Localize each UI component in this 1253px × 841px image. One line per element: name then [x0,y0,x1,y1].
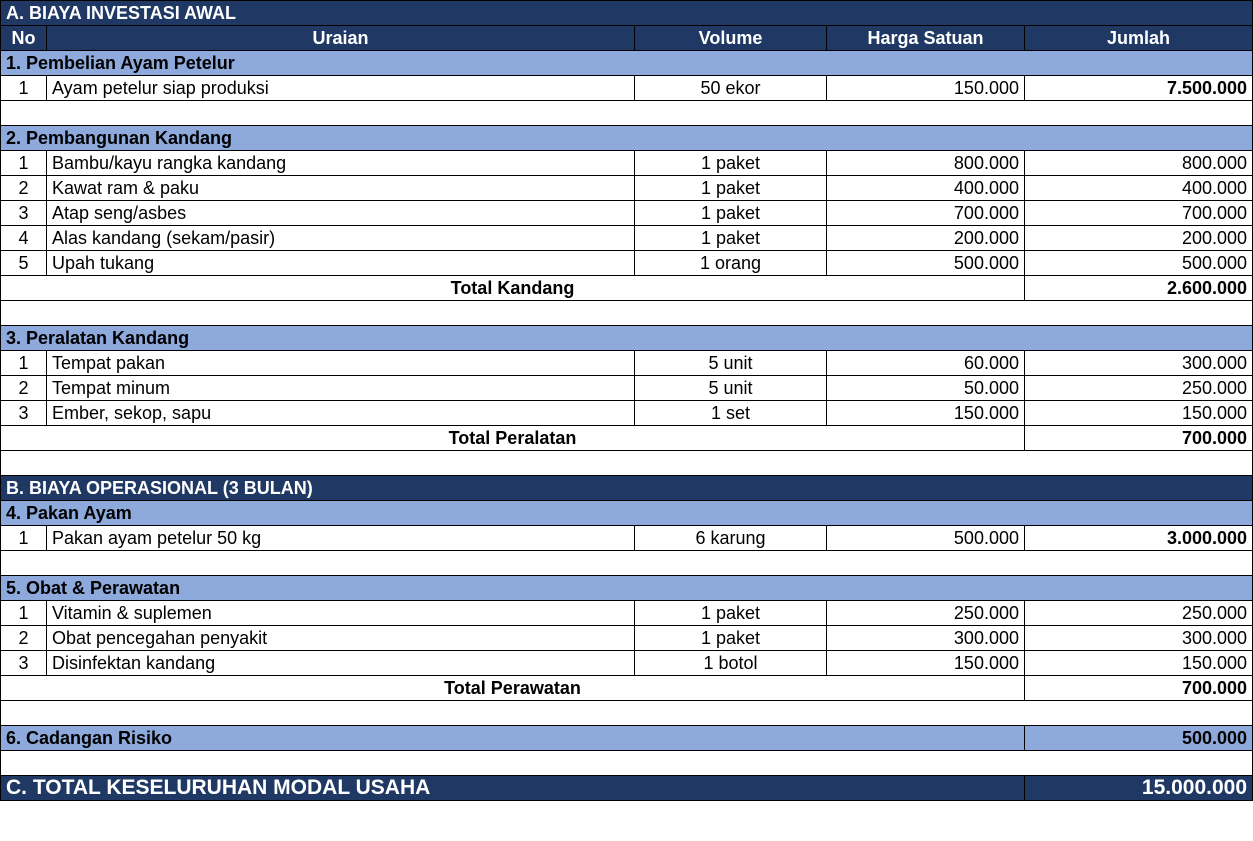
spacer-cell [1,301,1253,326]
spacer-row [1,551,1253,576]
cell-no: 4 [1,226,47,251]
group-header-row [1,501,1253,526]
cell-harga: 250.000 [827,601,1025,626]
spacer-row [1,751,1253,776]
cell-jumlah: 200.000 [1025,226,1253,251]
cell-uraian: Ayam petelur siap produksi [47,76,635,101]
table-row [1,651,1253,676]
total-peralatan-row [1,426,1253,451]
cell-no: 3 [1,401,47,426]
header-uraian: Uraian [47,26,635,51]
table-row [1,76,1253,101]
cell-jumlah: 250.000 [1025,376,1253,401]
cell-volume: 1 paket [635,151,827,176]
section-b-title: B. BIAYA OPERASIONAL (3 BULAN) [1,476,1253,501]
grand-total-row [1,776,1253,801]
table-row [1,601,1253,626]
section-a-row [1,1,1253,26]
section-c-title: C. TOTAL KESELURUHAN MODAL USAHA [1,776,1025,801]
table-row [1,251,1253,276]
cell-harga: 150.000 [827,401,1025,426]
table-row [1,176,1253,201]
cell-volume: 1 paket [635,601,827,626]
spacer-row [1,301,1253,326]
cell-volume: 6 karung [635,526,827,551]
cell-harga: 700.000 [827,201,1025,226]
cell-volume: 5 unit [635,351,827,376]
table-row [1,401,1253,426]
cell-jumlah: 150.000 [1025,401,1253,426]
grand-total-value: 15.000.000 [1025,776,1253,801]
cell-volume: 1 paket [635,176,827,201]
column-header-row [1,26,1253,51]
cell-uraian: Obat pencegahan penyakit [47,626,635,651]
cell-uraian: Kawat ram & paku [47,176,635,201]
cell-no: 1 [1,601,47,626]
cell-harga: 50.000 [827,376,1025,401]
cell-volume: 1 orang [635,251,827,276]
spacer-row [1,451,1253,476]
spacer-cell [1,701,1253,726]
cell-jumlah: 3.000.000 [1025,526,1253,551]
cell-uraian: Tempat minum [47,376,635,401]
table-row [1,351,1253,376]
group-5-title: 5. Obat & Perawatan [1,576,1253,601]
spacer-cell [1,101,1253,126]
cell-jumlah: 7.500.000 [1025,76,1253,101]
cell-harga: 300.000 [827,626,1025,651]
spacer-cell [1,751,1253,776]
cell-no: 2 [1,626,47,651]
cadangan-risiko-row [1,726,1253,751]
cell-harga: 500.000 [827,526,1025,551]
group-header-row [1,51,1253,76]
cell-jumlah: 300.000 [1025,351,1253,376]
table-row [1,226,1253,251]
cell-uraian: Alas kandang (sekam/pasir) [47,226,635,251]
cell-harga: 150.000 [827,76,1025,101]
cell-no: 3 [1,651,47,676]
total-value: 700.000 [1025,426,1253,451]
table-row [1,151,1253,176]
cell-jumlah: 700.000 [1025,201,1253,226]
group-6-value: 500.000 [1025,726,1253,751]
cell-harga: 150.000 [827,651,1025,676]
cell-harga: 500.000 [827,251,1025,276]
cell-jumlah: 800.000 [1025,151,1253,176]
cell-jumlah: 150.000 [1025,651,1253,676]
group-3-title: 3. Peralatan Kandang [1,326,1253,351]
cell-no: 3 [1,201,47,226]
table-row [1,526,1253,551]
group-2-title: 2. Pembangunan Kandang [1,126,1253,151]
cell-uraian: Tempat pakan [47,351,635,376]
spacer-cell [1,451,1253,476]
cell-no: 1 [1,76,47,101]
cell-harga: 800.000 [827,151,1025,176]
table-row [1,201,1253,226]
cell-uraian: Vitamin & suplemen [47,601,635,626]
spacer-row [1,701,1253,726]
cell-no: 2 [1,376,47,401]
cell-volume: 5 unit [635,376,827,401]
group-4-title: 4. Pakan Ayam [1,501,1253,526]
cell-no: 1 [1,351,47,376]
cell-no: 1 [1,151,47,176]
total-value: 700.000 [1025,676,1253,701]
header-volume: Volume [635,26,827,51]
cell-uraian: Bambu/kayu rangka kandang [47,151,635,176]
cell-volume: 50 ekor [635,76,827,101]
total-kandang-row [1,276,1253,301]
cell-harga: 400.000 [827,176,1025,201]
header-harga-satuan: Harga Satuan [827,26,1025,51]
total-label: Total Kandang [1,276,1025,301]
cell-no: 5 [1,251,47,276]
cell-uraian: Disinfektan kandang [47,651,635,676]
cell-volume: 1 botol [635,651,827,676]
cell-volume: 1 paket [635,626,827,651]
group-header-row [1,126,1253,151]
spacer-row [1,101,1253,126]
spacer-cell [1,551,1253,576]
cell-volume: 1 paket [635,226,827,251]
cell-uraian: Pakan ayam petelur 50 kg [47,526,635,551]
cell-no: 1 [1,526,47,551]
total-perawatan-row [1,676,1253,701]
cell-jumlah: 400.000 [1025,176,1253,201]
cell-uraian: Ember, sekop, sapu [47,401,635,426]
cell-uraian: Atap seng/asbes [47,201,635,226]
table-row [1,626,1253,651]
group-1-title: 1. Pembelian Ayam Petelur [1,51,1253,76]
cell-volume: 1 paket [635,201,827,226]
total-label: Total Peralatan [1,426,1025,451]
header-no: No [1,26,47,51]
table-row [1,376,1253,401]
cell-jumlah: 300.000 [1025,626,1253,651]
cell-uraian: Upah tukang [47,251,635,276]
cell-jumlah: 500.000 [1025,251,1253,276]
header-jumlah: Jumlah [1025,26,1253,51]
total-value: 2.600.000 [1025,276,1253,301]
group-header-row [1,576,1253,601]
section-b-row [1,476,1253,501]
section-a-title: A. BIAYA INVESTASI AWAL [1,1,1253,26]
cell-jumlah: 250.000 [1025,601,1253,626]
group-6-title: 6. Cadangan Risiko [1,726,1025,751]
total-label: Total Perawatan [1,676,1025,701]
cell-volume: 1 set [635,401,827,426]
cell-no: 2 [1,176,47,201]
group-header-row [1,326,1253,351]
cell-harga: 200.000 [827,226,1025,251]
cell-harga: 60.000 [827,351,1025,376]
